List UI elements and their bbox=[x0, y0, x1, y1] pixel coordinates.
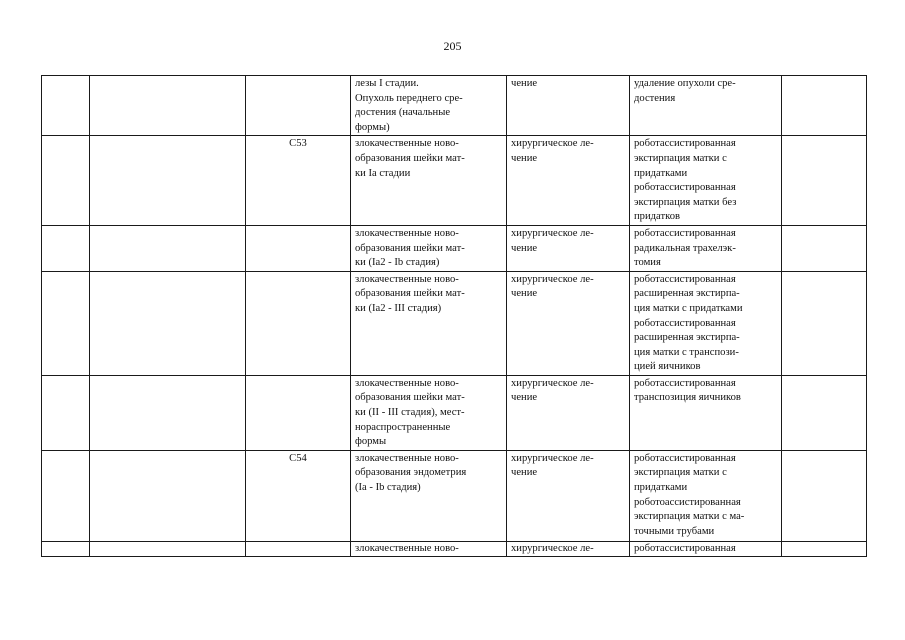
treatment-method-cell: роботассистированная экстирпация матки с придатками роботассистированная экстирпация матки без придатков bbox=[630, 136, 782, 226]
extra-cell bbox=[782, 136, 867, 226]
treatment-method-cell: роботассистированная расширенная экстирпа- ция матки с придатками роботассистированная расширенная экстирпа- ция матки с транспози- цией яичников bbox=[630, 271, 782, 375]
row-number-cell bbox=[42, 76, 90, 136]
icd-code-cell bbox=[246, 76, 351, 136]
diagnosis-cell: злокачественные ново- bbox=[351, 541, 507, 557]
table-row bbox=[42, 450, 867, 541]
treatment-type-cell: хирургическое ле- чение bbox=[507, 225, 630, 271]
extra-cell bbox=[782, 541, 867, 557]
icd-code-cell: C54 bbox=[246, 450, 351, 541]
diagnosis-cell: лезы I стадии. Опухоль переднего сре- достения (начальные формы) bbox=[351, 76, 507, 136]
group-cell bbox=[90, 450, 246, 541]
row-number-cell bbox=[42, 450, 90, 541]
group-cell bbox=[90, 76, 246, 136]
treatment-method-cell: роботассистированная экстирпация матки с придатками роботоассистированная экстирпация матки с ма- точными трубами bbox=[630, 450, 782, 541]
treatment-method-cell: удаление опухоли сре- достения bbox=[630, 76, 782, 136]
extra-cell bbox=[782, 271, 867, 375]
group-cell bbox=[90, 375, 246, 450]
treatment-type-cell: хирургическое ле- чение bbox=[507, 271, 630, 375]
table-row bbox=[42, 541, 867, 557]
treatment-method-cell: роботассистированная радикальная трахелэк- томия bbox=[630, 225, 782, 271]
group-cell bbox=[90, 136, 246, 226]
diagnosis-cell: злокачественные ново- образования шейки мат- ки (Ia2 - III стадия) bbox=[351, 271, 507, 375]
icd-code-cell bbox=[246, 225, 351, 271]
row-number-cell bbox=[42, 271, 90, 375]
diagnosis-cell: злокачественные ново- образования шейки мат- ки (II - III стадия), мест- нораспространенные формы bbox=[351, 375, 507, 450]
table-row bbox=[42, 375, 867, 450]
row-number-cell bbox=[42, 375, 90, 450]
icd-code-cell bbox=[246, 541, 351, 557]
treatment-type-cell: хирургическое ле- bbox=[507, 541, 630, 557]
group-cell bbox=[90, 541, 246, 557]
treatment-type-cell: чение bbox=[507, 76, 630, 136]
diagnosis-cell: злокачественные ново- образования эндометрия (Ia - Ib стадия) bbox=[351, 450, 507, 541]
row-number-cell bbox=[42, 225, 90, 271]
treatment-type-cell: хирургическое ле- чение bbox=[507, 136, 630, 226]
treatment-table bbox=[41, 75, 867, 557]
page-number: 205 bbox=[443, 39, 462, 53]
table-row bbox=[42, 136, 867, 226]
group-cell bbox=[90, 225, 246, 271]
treatment-method-cell: роботассистированная транспозиция яичников bbox=[630, 375, 782, 450]
icd-code-cell bbox=[246, 271, 351, 375]
extra-cell bbox=[782, 76, 867, 136]
treatment-type-cell: хирургическое ле- чение bbox=[507, 375, 630, 450]
icd-code-cell bbox=[246, 375, 351, 450]
table-row bbox=[42, 271, 867, 375]
treatment-type-cell: хирургическое ле- чение bbox=[507, 450, 630, 541]
diagnosis-cell: злокачественные ново- образования шейки мат- ки Ia стадии bbox=[351, 136, 507, 226]
diagnosis-cell: злокачественные ново- образования шейки мат- ки (Ia2 - Ib стадия) bbox=[351, 225, 507, 271]
group-cell bbox=[90, 271, 246, 375]
treatment-method-cell: роботассистированная bbox=[630, 541, 782, 557]
row-number-cell bbox=[42, 136, 90, 226]
row-number-cell bbox=[42, 541, 90, 557]
extra-cell bbox=[782, 375, 867, 450]
table-row bbox=[42, 225, 867, 271]
extra-cell bbox=[782, 225, 867, 271]
extra-cell bbox=[782, 450, 867, 541]
table-row bbox=[42, 76, 867, 136]
icd-code-cell: C53 bbox=[246, 136, 351, 226]
